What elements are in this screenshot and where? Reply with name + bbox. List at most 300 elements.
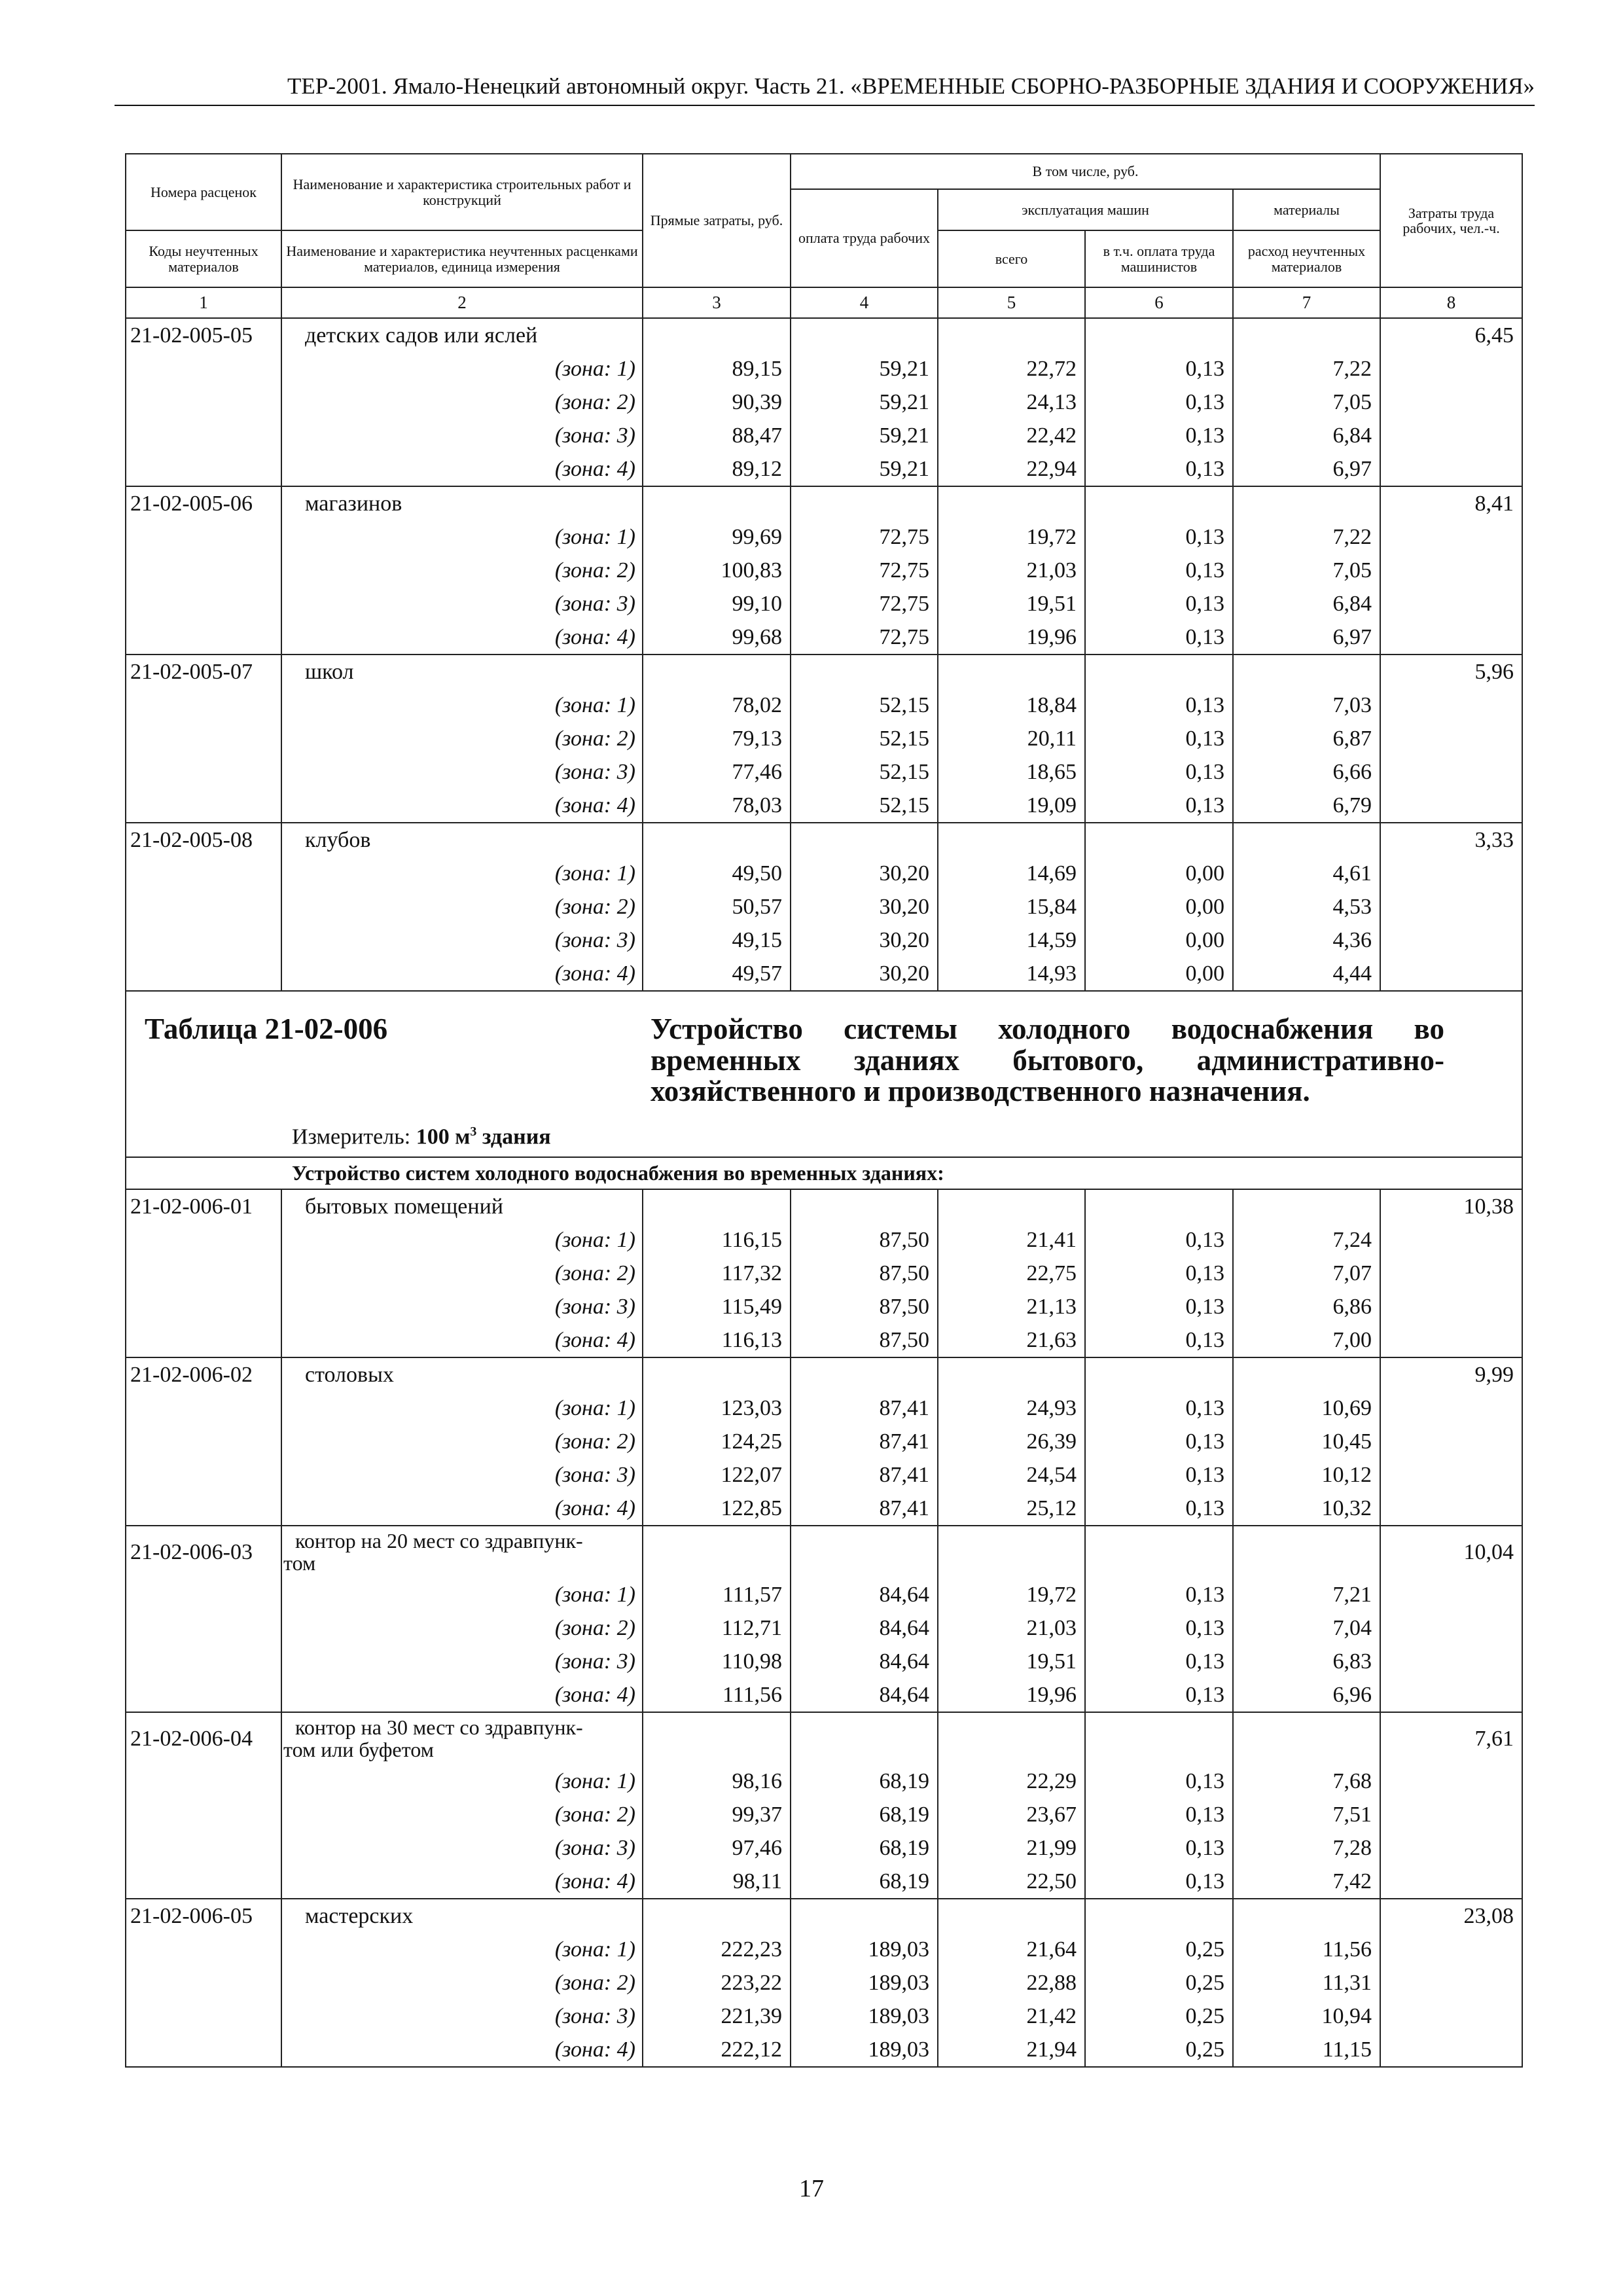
zone-row [126,789,1522,823]
value-cell: 98,16 [643,1765,791,1798]
value-cell: 7,42 [1233,1865,1380,1899]
zone-label: (зона: 4) [281,1492,643,1526]
value-cell: 6,86 [1233,1290,1380,1323]
value-cell: 10,32 [1233,1492,1380,1526]
empty-cell [791,1357,938,1391]
empty-cell [1233,318,1380,352]
empty-cell [126,352,281,386]
value-cell: 0,13 [1085,1865,1233,1899]
price-code-row [126,655,1522,689]
empty-cell [1085,318,1233,352]
zone-label: (зона: 3) [281,1290,643,1323]
value-cell: 72,75 [791,587,938,620]
empty-cell [126,890,281,924]
value-cell: 122,85 [643,1492,791,1526]
value-cell: 87,50 [791,1290,938,1323]
empty-cell [126,2033,281,2067]
zone-row [126,722,1522,755]
zone-label: (зона: 4) [281,1678,643,1712]
value-cell: 21,03 [938,1611,1085,1645]
empty-cell [1380,452,1522,486]
value-cell: 22,88 [938,1966,1085,2000]
zone-label: (зона: 1) [281,352,643,386]
col-header-material-names: Наименование и характеристика неучтенных расценками материалов, единица измерения [281,230,643,287]
measure-value: 100 м [416,1124,471,1149]
empty-cell [126,419,281,452]
zone-row [126,1578,1522,1611]
empty-cell [126,386,281,419]
value-cell: 112,71 [643,1611,791,1645]
zone-label: (зона: 1) [281,1223,643,1257]
labor-cost: 9,99 [1380,1357,1522,1391]
zone-row [126,924,1522,957]
zone-row [126,419,1522,452]
value-cell: 222,12 [643,2033,791,2067]
zone-row [126,554,1522,587]
value-cell: 0,25 [1085,1933,1233,1966]
value-cell: 0,13 [1085,419,1233,452]
zone-row [126,1831,1522,1865]
price-code: 21-02-006-04 [126,1712,281,1765]
price-code: 21-02-006-01 [126,1189,281,1223]
empty-cell [1233,1526,1380,1578]
value-cell: 0,13 [1085,1678,1233,1712]
value-cell: 189,03 [791,1966,938,2000]
zone-label: (зона: 2) [281,890,643,924]
empty-cell [1085,486,1233,520]
zone-row [126,520,1522,554]
value-cell: 15,84 [938,890,1085,924]
value-cell: 0,13 [1085,1257,1233,1290]
empty-cell [126,957,281,991]
value-cell: 19,96 [938,620,1085,655]
empty-cell [1380,1223,1522,1257]
value-cell: 19,51 [938,587,1085,620]
empty-cell [1233,1899,1380,1933]
empty-cell [1380,1257,1522,1290]
work-name: мастерских [281,1899,643,1933]
value-cell: 117,32 [643,1257,791,1290]
zone-row [126,1458,1522,1492]
zone-label: (зона: 4) [281,1323,643,1357]
empty-cell [126,1223,281,1257]
price-table [125,153,1523,2068]
empty-cell [126,1966,281,2000]
value-cell: 6,79 [1233,789,1380,823]
value-cell: 59,21 [791,352,938,386]
value-cell: 0,13 [1085,1492,1233,1526]
empty-cell [1085,1899,1233,1933]
zone-row [126,1933,1522,1966]
value-cell: 90,39 [643,386,791,419]
col-header-direct-costs: Прямые затраты, руб. [643,154,791,287]
empty-cell [643,486,791,520]
zone-row [126,1645,1522,1678]
value-cell: 10,94 [1233,2000,1380,2033]
column-number: 4 [791,287,938,318]
value-cell: 23,67 [938,1798,1085,1831]
value-cell: 0,13 [1085,452,1233,486]
empty-cell [938,1899,1085,1933]
value-cell: 24,13 [938,386,1085,419]
value-cell: 0,00 [1085,890,1233,924]
zone-row [126,1611,1522,1645]
value-cell: 0,13 [1085,1611,1233,1645]
zone-label: (зона: 4) [281,957,643,991]
empty-cell [791,1526,938,1578]
empty-cell [126,857,281,890]
value-cell: 14,59 [938,924,1085,957]
section-heading-row [126,1157,1522,1189]
empty-cell [126,1798,281,1831]
empty-cell [1380,2033,1522,2067]
col-header-operator-wages: в т.ч. оплата труда машинистов [1085,230,1233,287]
value-cell: 0,13 [1085,1290,1233,1323]
zone-label: (зона: 2) [281,1798,643,1831]
work-name: детских садов или яслей [281,318,643,352]
value-cell: 21,63 [938,1323,1085,1357]
value-cell: 7,68 [1233,1765,1380,1798]
zone-label: (зона: 1) [281,1578,643,1611]
col-header-machines: эксплуатация машин [938,189,1233,230]
labor-cost: 5,96 [1380,655,1522,689]
empty-cell [1380,1458,1522,1492]
value-cell: 0,13 [1085,1645,1233,1678]
zone-row [126,352,1522,386]
zone-row [126,857,1522,890]
empty-cell [791,318,938,352]
table-title-block [126,992,1522,1157]
column-number: 7 [1233,287,1380,318]
value-cell: 14,93 [938,957,1085,991]
col-header-machines-total: всего [938,230,1085,287]
empty-cell [643,1899,791,1933]
column-number: 8 [1380,287,1522,318]
price-code: 21-02-005-05 [126,318,281,352]
value-cell: 77,46 [643,755,791,789]
zone-label: (зона: 2) [281,554,643,587]
value-cell: 30,20 [791,957,938,991]
zone-label: (зона: 3) [281,755,643,789]
empty-cell [126,1425,281,1458]
value-cell: 7,00 [1233,1323,1380,1357]
section-heading: Устройство систем холодного водоснабжения во временных зданиях: [292,1160,944,1185]
value-cell: 10,45 [1233,1425,1380,1458]
value-cell: 4,44 [1233,957,1380,991]
zone-label: (зона: 3) [281,924,643,957]
value-cell: 122,07 [643,1458,791,1492]
value-cell: 79,13 [643,722,791,755]
empty-cell [1380,1323,1522,1357]
empty-cell [643,1189,791,1223]
empty-cell [1085,1189,1233,1223]
value-cell: 7,24 [1233,1223,1380,1257]
col-header-material-consumption: расход неучтенных материалов [1233,230,1380,287]
zone-label: (зона: 2) [281,1257,643,1290]
empty-cell [126,520,281,554]
value-cell: 10,12 [1233,1458,1380,1492]
work-name [281,1712,643,1765]
empty-cell [1380,890,1522,924]
empty-cell [938,1526,1085,1578]
empty-cell [126,1865,281,1899]
price-code-row [126,1526,1522,1578]
value-cell: 30,20 [791,890,938,924]
col-header-labor-costs: Затраты труда рабочих, чел.-ч. [1380,154,1522,287]
empty-cell [1380,2000,1522,2033]
value-cell: 87,41 [791,1458,938,1492]
zone-label: (зона: 4) [281,452,643,486]
price-code-row [126,1189,1522,1223]
value-cell: 0,13 [1085,386,1233,419]
empty-cell [1380,1933,1522,1966]
value-cell: 115,49 [643,1290,791,1323]
value-cell: 0,00 [1085,957,1233,991]
zone-label: (зона: 4) [281,2033,643,2067]
section-heading-cell [126,1157,1522,1189]
empty-cell [791,1189,938,1223]
value-cell: 68,19 [791,1765,938,1798]
value-cell: 0,13 [1085,1323,1233,1357]
column-numbers-row [126,287,1522,318]
price-code: 21-02-005-07 [126,655,281,689]
value-cell: 10,69 [1233,1391,1380,1425]
value-cell: 100,83 [643,554,791,587]
empty-cell [1380,1611,1522,1645]
column-number: 5 [938,287,1085,318]
zone-row [126,1865,1522,1899]
value-cell: 0,25 [1085,2000,1233,2033]
zone-row [126,689,1522,722]
value-cell: 68,19 [791,1798,938,1831]
empty-cell [643,1712,791,1765]
col-header-name: Наименование и характеристика строительных работ и конструкций [281,154,643,230]
value-cell: 6,97 [1233,620,1380,655]
labor-cost: 6,45 [1380,318,1522,352]
value-cell: 221,39 [643,2000,791,2033]
zone-row [126,1798,1522,1831]
value-cell: 89,15 [643,352,791,386]
empty-cell [1380,419,1522,452]
value-cell: 84,64 [791,1645,938,1678]
empty-cell [1233,823,1380,857]
col-header-including: В том числе, руб. [791,154,1380,189]
zone-label: (зона: 1) [281,1933,643,1966]
value-cell: 0,13 [1085,1425,1233,1458]
zone-row [126,386,1522,419]
value-cell: 49,15 [643,924,791,957]
value-cell: 0,13 [1085,620,1233,655]
zone-label: (зона: 1) [281,689,643,722]
zone-label: (зона: 3) [281,1831,643,1865]
empty-cell [126,1765,281,1798]
value-cell: 6,83 [1233,1645,1380,1678]
value-cell: 78,02 [643,689,791,722]
price-code: 21-02-006-05 [126,1899,281,1933]
value-cell: 24,93 [938,1391,1085,1425]
labor-cost: 3,33 [1380,823,1522,857]
work-name: столовых [281,1357,643,1391]
zone-label: (зона: 2) [281,1966,643,2000]
value-cell: 110,98 [643,1645,791,1678]
value-cell: 99,10 [643,587,791,620]
empty-cell [126,1831,281,1865]
zone-label: (зона: 3) [281,1645,643,1678]
empty-cell [126,1290,281,1323]
labor-cost: 7,61 [1380,1712,1522,1765]
value-cell: 6,87 [1233,722,1380,755]
empty-cell [126,689,281,722]
value-cell: 19,09 [938,789,1085,823]
value-cell: 6,84 [1233,419,1380,452]
empty-cell [643,1357,791,1391]
empty-cell [1380,957,1522,991]
empty-cell [1085,823,1233,857]
zone-row [126,1223,1522,1257]
measure-superscript: 3 [470,1124,477,1139]
work-name [281,1526,643,1578]
value-cell: 30,20 [791,924,938,957]
column-number: 1 [126,287,281,318]
empty-cell [1380,1831,1522,1865]
zone-label: (зона: 2) [281,1425,643,1458]
price-code: 21-02-006-02 [126,1357,281,1391]
zone-label: (зона: 4) [281,620,643,655]
value-cell: 59,21 [791,386,938,419]
price-code: 21-02-005-08 [126,823,281,857]
empty-cell [126,587,281,620]
value-cell: 0,13 [1085,554,1233,587]
value-cell: 0,13 [1085,1458,1233,1492]
col-header-wages: оплата труда рабочих [791,189,938,287]
empty-cell [791,823,938,857]
value-cell: 21,64 [938,1933,1085,1966]
value-cell: 6,96 [1233,1678,1380,1712]
empty-cell [126,1323,281,1357]
empty-cell [126,1492,281,1526]
value-cell: 116,13 [643,1323,791,1357]
empty-cell [126,620,281,655]
zone-label: (зона: 3) [281,2000,643,2033]
value-cell: 0,13 [1085,1578,1233,1611]
value-cell: 25,12 [938,1492,1085,1526]
value-cell: 18,65 [938,755,1085,789]
measure-suffix: здания [476,1124,551,1149]
zone-row [126,620,1522,655]
work-name: школ [281,655,643,689]
column-number: 3 [643,287,791,318]
price-code: 21-02-006-03 [126,1526,281,1578]
value-cell: 18,84 [938,689,1085,722]
value-cell: 84,64 [791,1578,938,1611]
empty-cell [126,1933,281,1966]
value-cell: 7,28 [1233,1831,1380,1865]
running-header: ТЕР-2001. Ямало-Ненецкий автономный округ. Часть 21. «ВРЕМЕННЫЕ СБОРНО-РАЗБОРНЫЕ ЗДАНИЯ И СООРУЖЕНИЯ» [287,73,1535,99]
empty-cell [938,1189,1085,1223]
value-cell: 11,31 [1233,1966,1380,2000]
value-cell: 99,69 [643,520,791,554]
price-code-row [126,1899,1522,1933]
value-cell: 59,21 [791,419,938,452]
value-cell: 0,00 [1085,924,1233,957]
header-rule [115,105,1535,106]
zone-row [126,2033,1522,2067]
work-name-line: том [283,1551,316,1575]
empty-cell [1380,1290,1522,1323]
zone-row [126,755,1522,789]
price-code-row [126,823,1522,857]
value-cell: 0,25 [1085,2033,1233,2067]
price-code: 21-02-005-06 [126,486,281,520]
zone-label: (зона: 2) [281,722,643,755]
value-cell: 111,57 [643,1578,791,1611]
zone-row [126,1323,1522,1357]
empty-cell [126,2000,281,2033]
empty-cell [1380,1492,1522,1526]
empty-cell [126,789,281,823]
value-cell: 116,15 [643,1223,791,1257]
value-cell: 4,53 [1233,890,1380,924]
value-cell: 22,50 [938,1865,1085,1899]
price-code-row [126,486,1522,520]
empty-cell [938,486,1085,520]
value-cell: 30,20 [791,857,938,890]
value-cell: 49,50 [643,857,791,890]
value-cell: 0,13 [1085,1831,1233,1865]
value-cell: 59,21 [791,452,938,486]
value-cell: 0,13 [1085,1798,1233,1831]
column-number: 2 [281,287,643,318]
col-header-codes: Номера расценок [126,154,281,230]
value-cell: 7,51 [1233,1798,1380,1831]
value-cell: 99,68 [643,620,791,655]
zone-row [126,2000,1522,2033]
col-header-material-codes: Коды неучтенных материалов [126,230,281,287]
empty-cell [1380,789,1522,823]
empty-cell [126,1611,281,1645]
value-cell: 0,13 [1085,1223,1233,1257]
value-cell: 7,07 [1233,1257,1380,1290]
value-cell: 52,15 [791,689,938,722]
value-cell: 24,54 [938,1458,1085,1492]
empty-cell [1085,1712,1233,1765]
zone-label: (зона: 4) [281,789,643,823]
zone-row [126,1257,1522,1290]
zone-label: (зона: 1) [281,1391,643,1425]
work-name-line: контор на 30 мест со здравпунк- [295,1715,583,1739]
value-cell: 72,75 [791,554,938,587]
zone-row [126,587,1522,620]
empty-cell [791,486,938,520]
empty-cell [126,924,281,957]
value-cell: 14,69 [938,857,1085,890]
empty-cell [938,823,1085,857]
value-cell: 0,13 [1085,789,1233,823]
zone-row [126,1391,1522,1425]
value-cell: 6,66 [1233,755,1380,789]
labor-cost: 23,08 [1380,1899,1522,1933]
empty-cell [1380,1678,1522,1712]
zone-row [126,1765,1522,1798]
empty-cell [1380,1425,1522,1458]
empty-cell [643,655,791,689]
value-cell: 22,72 [938,352,1085,386]
zone-row [126,1290,1522,1323]
value-cell: 88,47 [643,419,791,452]
empty-cell [1380,1645,1522,1678]
value-cell: 21,13 [938,1290,1085,1323]
zone-label: (зона: 3) [281,419,643,452]
